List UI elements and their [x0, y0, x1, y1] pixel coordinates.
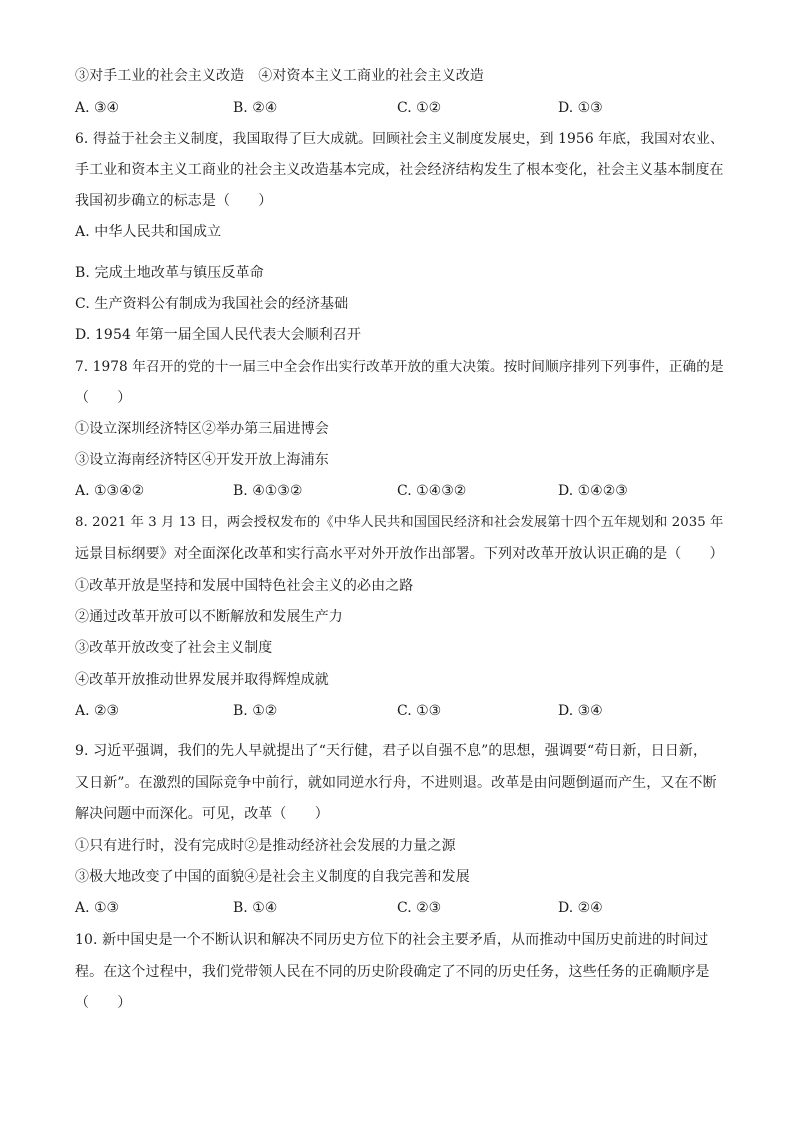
q8-item-2: ②通过改革开放可以不断解放和发展生产力	[75, 609, 343, 625]
q10-stem-line-3: （ ）	[75, 995, 132, 1011]
q7-items-line-2: ③设立海南经济特区④开发开放上海浦东	[75, 452, 329, 468]
q10-stem-line-2: 程。在这个过程中，我们党带领人民在不同的历史阶段确定了不同的历史任务，这些任务的正确顺序是	[75, 964, 710, 980]
q8-option-d: D. ③④	[558, 703, 603, 719]
q8-item-1: ①改革开放是坚持和发展中国特色社会主义的必由之路	[75, 578, 414, 594]
q9-items-line-2: ③极大地改变了中国的面貌④是社会主义制度的自我完善和发展	[75, 869, 470, 885]
q6-stem-line-3: 我国初步确立的标志是（ ）	[75, 193, 273, 209]
q8-stem-line-1: 8. 2021 年 3 月 13 日，两会授权发布的《中华人民共和国国民经济和社会发展第十四个五年规划和 2035 年	[75, 515, 724, 530]
q9-stem-line-2: 又日新”。在激烈的国际竞争中前行，就如同逆水行舟，不进则退。改革是由问题倒逼而产生，又在不断	[75, 775, 717, 791]
q6-option-c: C. 生产资料公有制成为我国社会的经济基础	[75, 296, 349, 312]
q7-stem-line-1: 7. 1978 年召开的党的十一届三中全会作出实行改革开放的重大决策。按时间顺序排列下列事件，正确的是	[75, 359, 724, 375]
q9-stem-line-1: 9. 习近平强调，我们的先人早就提出了“天行健，君子以自强不息”的思想，强调要“苟日新，日日新，	[75, 743, 708, 759]
q6-option-d: D. 1954 年第一届全国人民代表大会顺利召开	[75, 327, 362, 343]
q7-option-d: D. ①④②③	[558, 483, 628, 499]
q6-option-a: A. 中华人民共和国成立	[75, 224, 222, 240]
q5-option-d: D. ①③	[558, 100, 603, 116]
q7-option-c: C. ①④③②	[397, 483, 467, 499]
q8-option-a: A. ②③	[75, 703, 120, 719]
q9-option-a: A. ①③	[75, 900, 120, 916]
q8-item-3: ③改革开放改变了社会主义制度	[75, 640, 273, 656]
q8-item-4: ④改革开放推动世界发展并取得辉煌成就	[75, 672, 329, 688]
q9-items-line-1: ①只有进行时，没有完成时②是推动经济社会发展的力量之源	[75, 838, 456, 854]
q6-stem-line-1: 6. 得益于社会主义制度，我国取得了巨大成就。回顾社会主义制度发展史，到 1956 年底，我国对农业、	[75, 131, 724, 147]
q6-stem-line-2: 手工业和资本主义工商业的社会主义改造基本完成，社会经济结构发生了根本变化，社会主义基本制度在	[75, 162, 724, 178]
q8-option-c: C. ①③	[397, 703, 442, 719]
q5-option-a: A. ③④	[75, 100, 120, 116]
q7-stem-line-2: （ ）	[75, 390, 132, 406]
q7-option-b: B. ④①③②	[233, 483, 303, 499]
q7-items-line-1: ①设立深圳经济特区②举办第三届进博会	[75, 421, 329, 437]
q10-stem-line-1: 10. 新中国史是一个不断认识和解决不同历史方位下的社会主要矛盾，从而推动中国历史前进的时间过	[75, 932, 709, 948]
q9-option-c: C. ②③	[397, 900, 442, 916]
q9-option-d: D. ②④	[558, 900, 603, 916]
q5-option-b: B. ②④	[233, 100, 278, 116]
q5-option-c: C. ①②	[397, 100, 442, 116]
q5-items-line: ③对手工业的社会主义改造 ④对资本主义工商业的社会主义改造	[75, 68, 484, 84]
q9-option-b: B. ①④	[233, 900, 278, 916]
q7-option-a: A. ①③④②	[75, 483, 145, 499]
q8-stem-line-2: 远景目标纲要》对全面深化改革和实行高水平对外开放作出部署。下列对改革开放认识正确的是（ ）	[75, 546, 724, 562]
q9-stem-line-3: 解决问题中而深化。可见，改革（ ）	[75, 806, 329, 822]
q6-option-b: B. 完成土地改革与镇压反革命	[75, 265, 264, 281]
q8-option-b: B. ①②	[233, 703, 278, 719]
